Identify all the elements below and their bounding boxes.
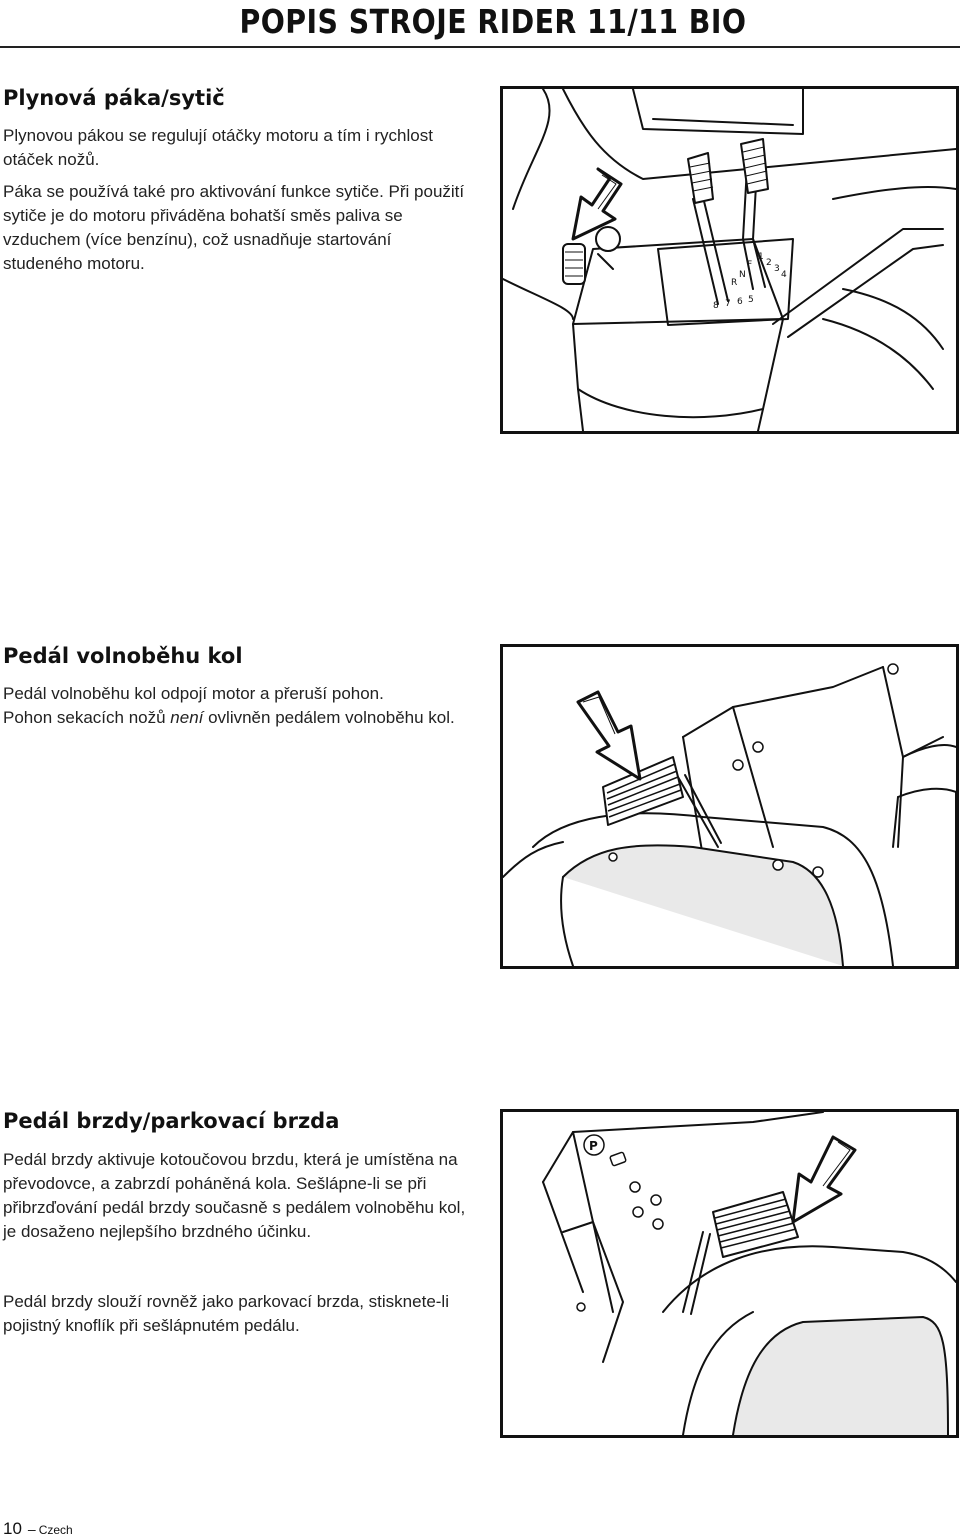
- footer-dash: –: [27, 1521, 36, 1537]
- gear-number-8: 8: [713, 301, 719, 311]
- header-rule: [0, 46, 960, 48]
- freewheel-paragraph-2-end: ovlivněn pedálem volnoběhu kol.: [203, 708, 455, 727]
- section-heading-brake-pedal: Pedál brzdy/parkovací brzda: [3, 1109, 340, 1133]
- gear-number-5: 5: [748, 295, 754, 305]
- gear-number-3: 3: [774, 264, 780, 274]
- brake-pedal-illustration: [500, 1109, 959, 1438]
- gear-number-4: 4: [781, 270, 787, 280]
- speed-label-n: N: [739, 270, 746, 280]
- throttle-lever-illustration: [500, 86, 959, 434]
- page-footer: [3, 1519, 73, 1539]
- gear-number-2: 2: [766, 258, 772, 268]
- freewheel-paragraph-2-emphasis: není: [170, 708, 204, 727]
- gear-number-1: 1: [758, 252, 764, 262]
- parking-lock-button-icon: [610, 1152, 627, 1166]
- pointer-arrow-icon: [578, 692, 640, 779]
- brake-paragraph-2: Pedál brzdy slouží rovněž jako parkovací brzda, stisknete-li pojistný knoflík při sešlápnutém pedálu.: [3, 1292, 449, 1335]
- parking-brake-label: P: [589, 1139, 598, 1153]
- page-header-title: POPIS STROJE RIDER 11/11 BIO: [239, 2, 746, 41]
- section-heading-throttle: Plynová páka/sytič: [3, 86, 225, 110]
- page-number: 10: [3, 1519, 22, 1538]
- throttle-paragraph-1: Plynovou pákou se regulují otáčky motoru a tím i rychlost otáček nožů.: [3, 126, 433, 169]
- footer-language: Czech: [38, 1523, 73, 1537]
- freewheel-pedal-illustration: [500, 644, 959, 969]
- freewheel-paragraph-2: [3, 706, 473, 730]
- gear-number-7: 7: [725, 299, 731, 309]
- freewheel-paragraph-1: Pedál volnoběhu kol odpojí motor a přeruší pohon.: [3, 684, 384, 703]
- speed-label-f: F: [747, 260, 753, 270]
- freewheel-paragraph-2-start: Pohon sekacích nožů: [3, 708, 171, 727]
- gear-number-6: 6: [737, 297, 743, 307]
- pointer-arrow-icon: [793, 1137, 855, 1222]
- throttle-paragraph-2: Páka se používá také pro aktivování funkce sytiče. Při použití sytiče je do motoru přiváděna bohatší směs paliva se vzduchem (více benzínu), což usnadňuje startování studeného motoru.: [3, 182, 465, 273]
- speed-label-r: R: [731, 278, 738, 288]
- section-heading-freewheel-pedal: Pedál volnoběhu kol: [3, 644, 243, 668]
- brake-paragraph-1: Pedál brzdy aktivuje kotoučovou brzdu, která je umístěna na převodovce, a zabrzdí poháněná kola. Sešlápne-li se při přibrzďování pedál brzdy současně s pedálem volnoběhu kol, je dosaženo nejlepšího brzdného účinku.: [3, 1150, 466, 1241]
